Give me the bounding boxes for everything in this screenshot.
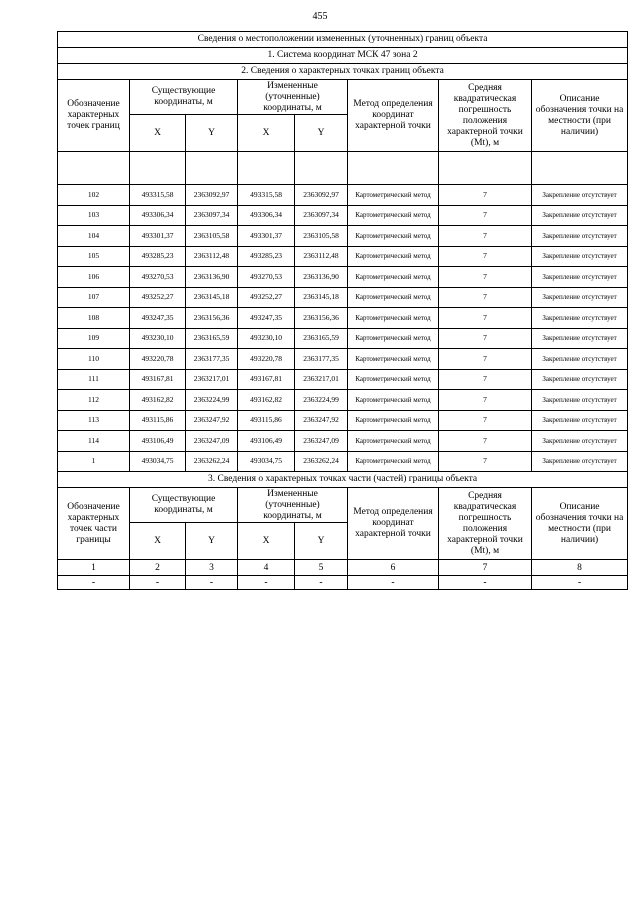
section2-title: 2. Сведения о характерных точках границ объекта: [58, 64, 628, 80]
changed-x: 493301,37: [238, 226, 295, 247]
error-cell: 7: [439, 328, 532, 349]
table-row: [58, 308, 628, 329]
header-error: Средняя квадратическая погрешность положения характерной точки (Mt), м: [439, 80, 532, 152]
s3-header-designation: Обозначение характерных точек части границы: [58, 488, 130, 560]
existing-x: 493162,82: [130, 390, 186, 411]
changed-x: 493315,58: [238, 185, 295, 206]
existing-x: 493106,49: [130, 431, 186, 452]
point-id: 113: [58, 410, 130, 431]
changed-x: 493034,75: [238, 451, 295, 472]
existing-y: 2363145,18: [186, 287, 238, 308]
existing-x: 493270,53: [130, 267, 186, 288]
existing-y: 2363217,01: [186, 369, 238, 390]
spacer-row: [58, 152, 628, 185]
changed-y: 2363092,97: [295, 185, 348, 206]
table-row: [58, 349, 628, 370]
existing-x: 493115,86: [130, 410, 186, 431]
boundary-table: [57, 31, 628, 590]
table-row: [58, 267, 628, 288]
point-id: 106: [58, 267, 130, 288]
header-changed-y: Y: [295, 115, 348, 152]
s3-header-error: Средняя квадратическая погрешность положения характерной точки (Mt), м: [439, 488, 532, 560]
existing-y: 2363247,92: [186, 410, 238, 431]
point-id: 1: [58, 451, 130, 472]
changed-x: 493162,82: [238, 390, 295, 411]
method-cell: Картометрический метод: [348, 226, 439, 247]
method-cell: Картометрический метод: [348, 308, 439, 329]
existing-y: 2363224,99: [186, 390, 238, 411]
changed-y: 2363247,09: [295, 431, 348, 452]
existing-y: 2363105,58: [186, 226, 238, 247]
section3-row: [58, 472, 628, 488]
error-cell: 7: [439, 410, 532, 431]
description-cell: Закрепление отсутствует: [532, 287, 628, 308]
point-id: 107: [58, 287, 130, 308]
s3-header-changed-y: Y: [295, 523, 348, 560]
changed-y: 2363165,59: [295, 328, 348, 349]
error-cell: 7: [439, 267, 532, 288]
table-row: [58, 185, 628, 206]
existing-y: 2363165,59: [186, 328, 238, 349]
error-cell: 7: [439, 349, 532, 370]
method-cell: Картометрический метод: [348, 205, 439, 226]
changed-y: 2363217,01: [295, 369, 348, 390]
section3-header-row: [58, 488, 628, 523]
changed-x: 493247,35: [238, 308, 295, 329]
table-row: [58, 410, 628, 431]
method-cell: Картометрический метод: [348, 246, 439, 267]
header-method: Метод определения координат характерной точки: [348, 80, 439, 152]
header-changed: Измененные (уточненные) координаты, м: [238, 80, 348, 115]
changed-y: 2363224,99: [295, 390, 348, 411]
error-cell: 7: [439, 451, 532, 472]
error-cell: 7: [439, 226, 532, 247]
empty-cell: -: [130, 576, 186, 590]
description-cell: Закрепление отсутствует: [532, 349, 628, 370]
description-cell: Закрепление отсутствует: [532, 185, 628, 206]
existing-x: 493034,75: [130, 451, 186, 472]
changed-x: 493106,49: [238, 431, 295, 452]
existing-x: 493315,58: [130, 185, 186, 206]
existing-y: 2363097,34: [186, 205, 238, 226]
description-cell: Закрепление отсутствует: [532, 226, 628, 247]
header-designation: Обозначение характерных точек границ: [58, 80, 130, 152]
method-cell: Картометрический метод: [348, 451, 439, 472]
existing-x: 493285,23: [130, 246, 186, 267]
method-cell: Картометрический метод: [348, 185, 439, 206]
s3-header-existing-x: X: [130, 523, 186, 560]
s3-header-changed-x: X: [238, 523, 295, 560]
existing-x: 493247,35: [130, 308, 186, 329]
changed-x: 493285,23: [238, 246, 295, 267]
existing-y: 2363177,35: [186, 349, 238, 370]
changed-y: 2363156,36: [295, 308, 348, 329]
method-cell: Картометрический метод: [348, 410, 439, 431]
error-cell: 7: [439, 185, 532, 206]
changed-x: 493230,10: [238, 328, 295, 349]
header-existing-x: X: [130, 115, 186, 152]
changed-x: 493115,86: [238, 410, 295, 431]
empty-cell: -: [439, 576, 532, 590]
section2-header-row: [58, 80, 628, 115]
table-row: [58, 287, 628, 308]
header-changed-x: X: [238, 115, 295, 152]
column-number: 5: [295, 560, 348, 576]
empty-cell: -: [348, 576, 439, 590]
section3-data-row: [58, 576, 628, 590]
section3-title: 3. Сведения о характерных точках части (частей) границы объекта: [58, 472, 628, 488]
description-cell: Закрепление отсутствует: [532, 410, 628, 431]
s3-header-description: Описание обозначения точки на местности (при наличии): [532, 488, 628, 560]
point-id: 110: [58, 349, 130, 370]
page-number: 455: [312, 11, 328, 22]
method-cell: Картометрический метод: [348, 349, 439, 370]
point-id: 103: [58, 205, 130, 226]
description-cell: Закрепление отсутствует: [532, 390, 628, 411]
description-cell: Закрепление отсутствует: [532, 205, 628, 226]
existing-y: 2363112,48: [186, 246, 238, 267]
coord-system-row: [58, 48, 628, 64]
empty-cell: -: [295, 576, 348, 590]
empty-cell: -: [58, 576, 130, 590]
s3-header-changed: Измененные (уточненные) координаты, м: [238, 488, 348, 523]
table-row: [58, 390, 628, 411]
section2-row: [58, 64, 628, 80]
error-cell: 7: [439, 431, 532, 452]
existing-x: 493306,34: [130, 205, 186, 226]
column-number: 2: [130, 560, 186, 576]
changed-y: 2363177,35: [295, 349, 348, 370]
changed-y: 2363112,48: [295, 246, 348, 267]
description-cell: Закрепление отсутствует: [532, 267, 628, 288]
error-cell: 7: [439, 205, 532, 226]
error-cell: 7: [439, 308, 532, 329]
point-id: 111: [58, 369, 130, 390]
point-id: 108: [58, 308, 130, 329]
description-cell: Закрепление отсутствует: [532, 451, 628, 472]
existing-x: 493167,81: [130, 369, 186, 390]
description-cell: Закрепление отсутствует: [532, 431, 628, 452]
description-cell: Закрепление отсутствует: [532, 328, 628, 349]
existing-y: 2363262,24: [186, 451, 238, 472]
existing-x: 493301,37: [130, 226, 186, 247]
empty-cell: -: [238, 576, 295, 590]
point-id: 104: [58, 226, 130, 247]
table-row: [58, 328, 628, 349]
error-cell: 7: [439, 390, 532, 411]
description-cell: Закрепление отсутствует: [532, 246, 628, 267]
table-row: [58, 205, 628, 226]
table-row: [58, 451, 628, 472]
table-row: [58, 246, 628, 267]
column-number: 7: [439, 560, 532, 576]
error-cell: 7: [439, 287, 532, 308]
s3-header-existing: Существующие координаты, м: [130, 488, 238, 523]
changed-y: 2363145,18: [295, 287, 348, 308]
existing-y: 2363092,97: [186, 185, 238, 206]
column-number: 8: [532, 560, 628, 576]
method-cell: Картометрический метод: [348, 267, 439, 288]
point-id: 112: [58, 390, 130, 411]
column-number: 4: [238, 560, 295, 576]
existing-x: 493220,78: [130, 349, 186, 370]
header-existing: Существующие координаты, м: [130, 80, 238, 115]
existing-x: 493252,27: [130, 287, 186, 308]
changed-x: 493270,53: [238, 267, 295, 288]
changed-y: 2363262,24: [295, 451, 348, 472]
header-description: Описание обозначения точки на местности (при наличии): [532, 80, 628, 152]
changed-y: 2363097,34: [295, 205, 348, 226]
method-cell: Картометрический метод: [348, 328, 439, 349]
column-number: 3: [186, 560, 238, 576]
column-number: 1: [58, 560, 130, 576]
table-title: Сведения о местоположении измененных (уточненных) границ объекта: [58, 32, 628, 48]
title-row: [58, 32, 628, 48]
error-cell: 7: [439, 246, 532, 267]
method-cell: Картометрический метод: [348, 431, 439, 452]
error-cell: 7: [439, 369, 532, 390]
header-existing-y: Y: [186, 115, 238, 152]
changed-y: 2363247,92: [295, 410, 348, 431]
point-id: 105: [58, 246, 130, 267]
section1-title: 1. Система координат МСК 47 зона 2: [58, 48, 628, 64]
point-id: 114: [58, 431, 130, 452]
changed-x: 493220,78: [238, 349, 295, 370]
description-cell: Закрепление отсутствует: [532, 308, 628, 329]
column-number: 6: [348, 560, 439, 576]
changed-x: 493252,27: [238, 287, 295, 308]
existing-y: 2363247,09: [186, 431, 238, 452]
table-row: [58, 431, 628, 452]
existing-y: 2363136,90: [186, 267, 238, 288]
method-cell: Картометрический метод: [348, 287, 439, 308]
column-number-row: [58, 560, 628, 576]
s3-header-existing-y: Y: [186, 523, 238, 560]
existing-x: 493230,10: [130, 328, 186, 349]
changed-y: 2363136,90: [295, 267, 348, 288]
method-cell: Картометрический метод: [348, 369, 439, 390]
changed-x: 493306,34: [238, 205, 295, 226]
table-row: [58, 226, 628, 247]
method-cell: Картометрический метод: [348, 390, 439, 411]
empty-cell: -: [532, 576, 628, 590]
changed-x: 493167,81: [238, 369, 295, 390]
table-row: [58, 369, 628, 390]
empty-cell: -: [186, 576, 238, 590]
existing-y: 2363156,36: [186, 308, 238, 329]
changed-y: 2363105,58: [295, 226, 348, 247]
description-cell: Закрепление отсутствует: [532, 369, 628, 390]
s3-header-method: Метод определения координат характерной точки: [348, 488, 439, 560]
point-id: 102: [58, 185, 130, 206]
point-id: 109: [58, 328, 130, 349]
